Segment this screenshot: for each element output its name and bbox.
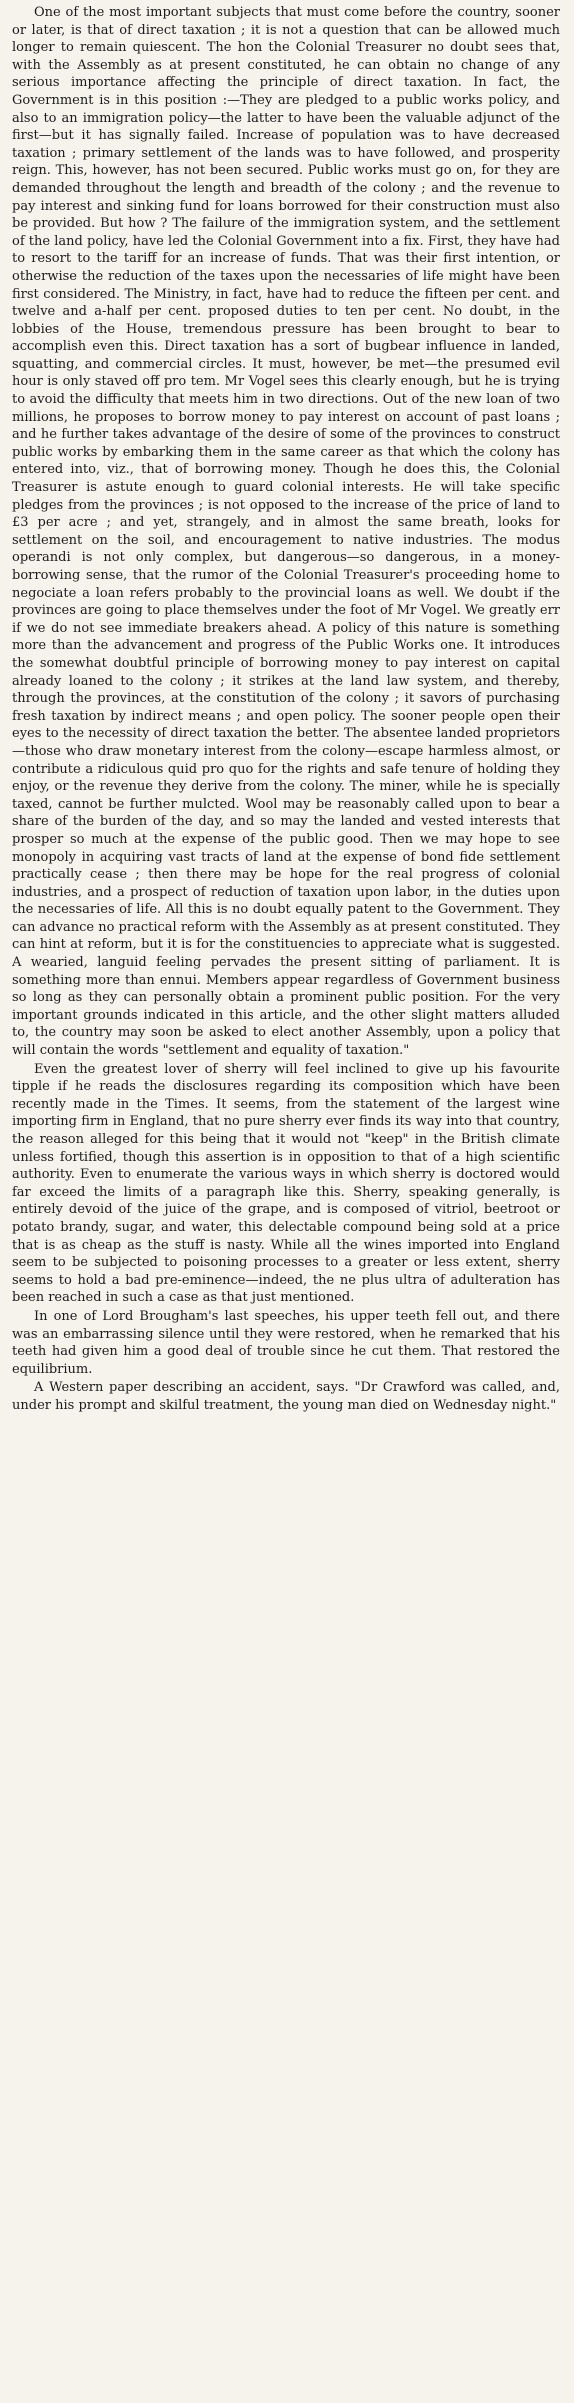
paragraph-sherry-adulteration: [12, 1061, 560, 1307]
paragraph-lord-brougham: [12, 1308, 560, 1378]
paragraph-text: In one of Lord Brougham's last speeches, his upper teeth fell out, and there was an embarrassing silence until they were restored, when he remarked that his teeth had given him a good deal of trouble since he cut them. That restored the equilibrium.: [12, 1308, 560, 1377]
paragraph-text: One of the most important subjects that must come before the country, sooner or later, is that of direct taxation ; it is not a question that can be allowed much longer to remain quiescent. The hon the Colonial Treasurer no doubt sees that, with the Assembly as at present constituted, he can obtain no change of any serious importance affecting the principle of direct taxation. In fact, the Government is in this position :—They are pledged to a public works policy, and also to an immigration policy—the latter to have been the valuable adjunct of the first—but it has signally failed. Increase of population was to have decreased taxation ; primary settlement of the lands was to have followed, and prosperity reign. This, however, has not been secured. Public works must go on, for they are demanded throughout the length and breadth of the colony ; and the revenue to pay interest and sinking fund for loans borrowed for their construction must also be provided. But how ? The failure of the immigration system, and the settlement of the land policy, have led the Colonial Government into a fix. First, they have had to resort to the tariff for an increase of funds. That was their first intention, or otherwise the reduction of the taxes upon the necessaries of life might have been first considered. The Ministry, in fact, have had to reduce the fifteen per cent. and twelve and a-half per cent. proposed duties to ten per cent. No doubt, in the lobbies of the House, tremendous pressure has been brought to bear to accomplish even this. Direct taxation has a sort of bugbear influence in landed, squatting, and commercial circles. It must, however, be met—the presumed evil hour is only staved off pro tem. Mr Vogel sees this clearly enough, but he is trying to avoid the difficulty that meets him in two directions. Out of the new loan of two millions, he proposes to borrow money to pay interest on account of past loans ; and he further takes advantage of the desire of some of the provinces to construct public works by embarking them in the same career as that which the colony has entered into, viz., that of borrowing money. Though he does this, the Colonial Treasurer is astute enough to guard colonial interests. He will take specific pledges from the provinces ; is not opposed to the increase of the price of land to £3 per acre ; and yet, strangely, and in almost the same breath, looks for settlement on the soil, and encouragement to native industries. The modus operandi is not only complex, but dangerous—so dangerous, in a money-borrowing sense, that the rumor of the Colonial Treasurer's proceeding home to negociate a loan refers probably to the provincial loans as well. We doubt if the provinces are going to place themselves under the foot of Mr Vogel. We greatly err if we do not see immediate breakers ahead. A policy of this nature is something more than the advancement and progress of the Public Works one. It introduces the somewhat doubtful principle of borrowing money to pay interest on capital already loaned to the colony ; it strikes at the land law system, and thereby, through the provinces, at the constitution of the colony ; it savors of purchasing fresh taxation by indirect means ; and open policy. The sooner people open their eyes to the necessity of direct taxation the better. The absentee landed proprietors—those who draw monetary interest from the colony—escape harmless almost, or contribute a ridiculous quid pro quo for the rights and safe tenure of holding they enjoy, or the revenue they derive from the colony. The miner, while he is specially taxed, cannot be further mulcted. Wool may be reasonably called upon to bear a share of the burden of the day, and so may the landed and vested interests that prosper so much at the expense of the public good. Then we may hope to see monopoly in acquiring vast tracts of land at the expense of bond fide settlement practically cease ; then there may be hope for the real progress of colonial industries, and a prospect of reduction of taxation upon labor, in the duties upon the necessaries of life. All this is no doubt equally patent to the Government. They can advance no practical reform with the Assembly as at present constituted. They can hint at reform, but it is for the constituencies to appreciate what is suggested. A wearied, languid feeling pervades the present sitting of parliament. It is something more than ennui. Members appear regardless of Government business so long as they can personally obtain a prominent public position. For the very important grounds indicated in this article, and the other slight matters alluded to, the country may soon be asked to elect another Assembly, upon a policy that will contain the words "settlement and equality of taxation.": [12, 5, 560, 1059]
paragraph-direct-taxation: [12, 4, 560, 1060]
paragraph-text: Even the greatest lover of sherry will feel inclined to give up his favourite tipple if he reads the disclosures regarding its composition which have been recently made in the Times. It seems, from the statement of the largest wine importing firm in England, that no pure sherry ever finds its way into that country, the reason alleged for this being that it would not "keep" in the British climate unless fortified, though this assertion is in opposition to that of a high scientific authority. Even to enumerate the various ways in which sherry is doctored would far exceed the limits of a paragraph like this. Sherry, speaking generally, is entirely devoid of the juice of the grape, and is composed of vitriol, beetroot or potato brandy, sugar, and water, this delectable compound being sold at a price that is as cheap as the stuff is nasty. While all the wines imported into England seem to be subjected to poisoning processes to a greater or less extent, sherry seems to hold a bad pre-eminence—indeed, the ne plus ultra of adulteration has been reached in such a case as that just mentioned.: [12, 1061, 560, 1306]
article-column: [12, 4, 560, 1415]
paragraph-text: A Western paper describing an accident, says. "Dr Crawford was called, and, under his prompt and skilful treatment, the young man died on Wednesday night.": [12, 1380, 560, 1413]
paragraph-western-paper: [12, 1379, 560, 1414]
